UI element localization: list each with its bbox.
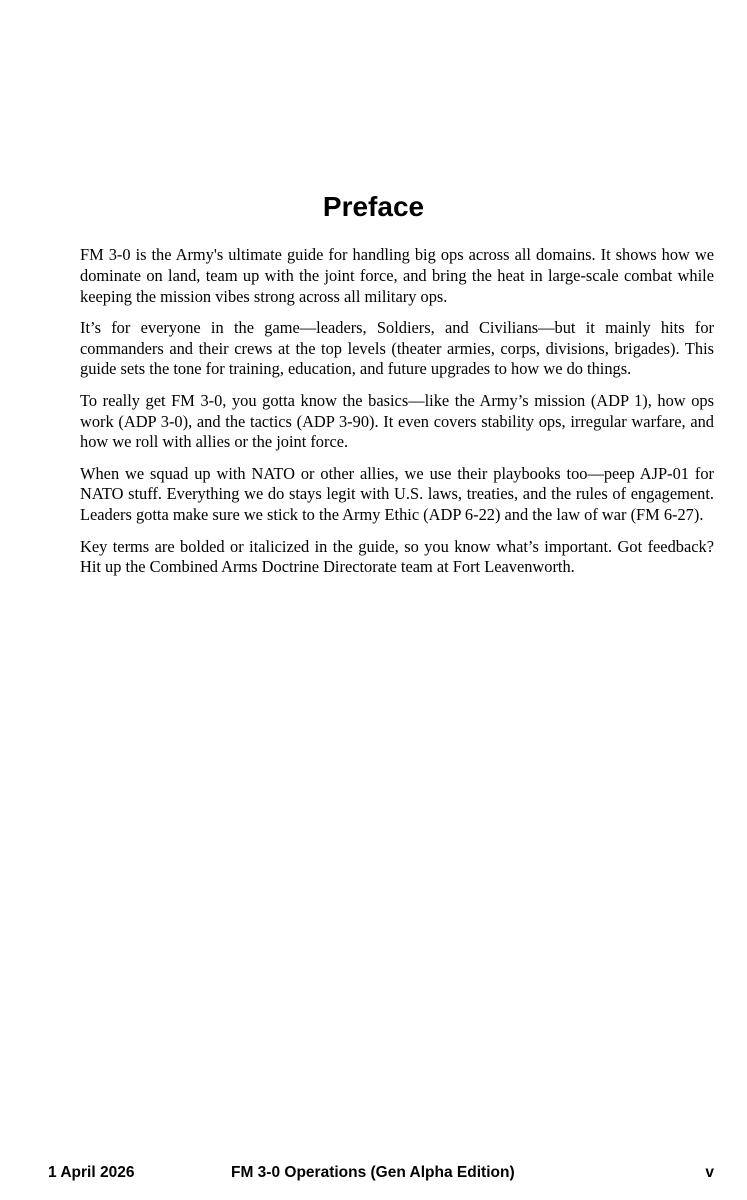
- footer-page-number: v: [705, 1164, 714, 1181]
- paragraph-audience: It’s for everyone in the game—leaders, Soldiers, and Civilians—but it mainly hits for commanders and their crews at the top levels (theater armies, corps, divisions, brigades). This guide sets the tone for training, education, and future upgrades to how we do things.: [80, 317, 714, 379]
- paragraph-prerequisites: To really get FM 3-0, you gotta know the basics—like the Army’s mission (ADP 1), how ops work (ADP 3-0), and the tactics (ADP 3-90). It even covers stability ops, irregular warfare, and how we roll with allies or the joint force.: [80, 390, 714, 452]
- footer-date: 1 April 2026: [48, 1164, 135, 1181]
- footer-publication-title: FM 3-0 Operations (Gen Alpha Edition): [231, 1164, 515, 1181]
- preface-body: [80, 245, 714, 589]
- page-title: Preface: [322, 191, 425, 222]
- paragraph-multinational: When we squad up with NATO or other allies, we use their playbooks too—peep AJP-01 for NATO stuff. Everything we do stays legit with U.S. laws, treaties, and the rules of engagement. Leaders gotta make sure we stick to the Army Ethic (ADP 6-22) and the law of war (FM 6-27).: [80, 463, 714, 525]
- page-footer: [0, 1163, 747, 1183]
- paragraph-feedback: Key terms are bolded or italicized in the guide, so you know what’s important. Got feedback? Hit up the Combined Arms Doctrine Directorate team at Fort Leavenworth.: [80, 536, 714, 577]
- paragraph-purpose: FM 3-0 is the Army's ultimate guide for handling big ops across all domains. It shows how we dominate on land, team up with the joint force, and bring the heat in large-scale combat while keeping the mission vibes strong across all military ops.: [80, 245, 714, 306]
